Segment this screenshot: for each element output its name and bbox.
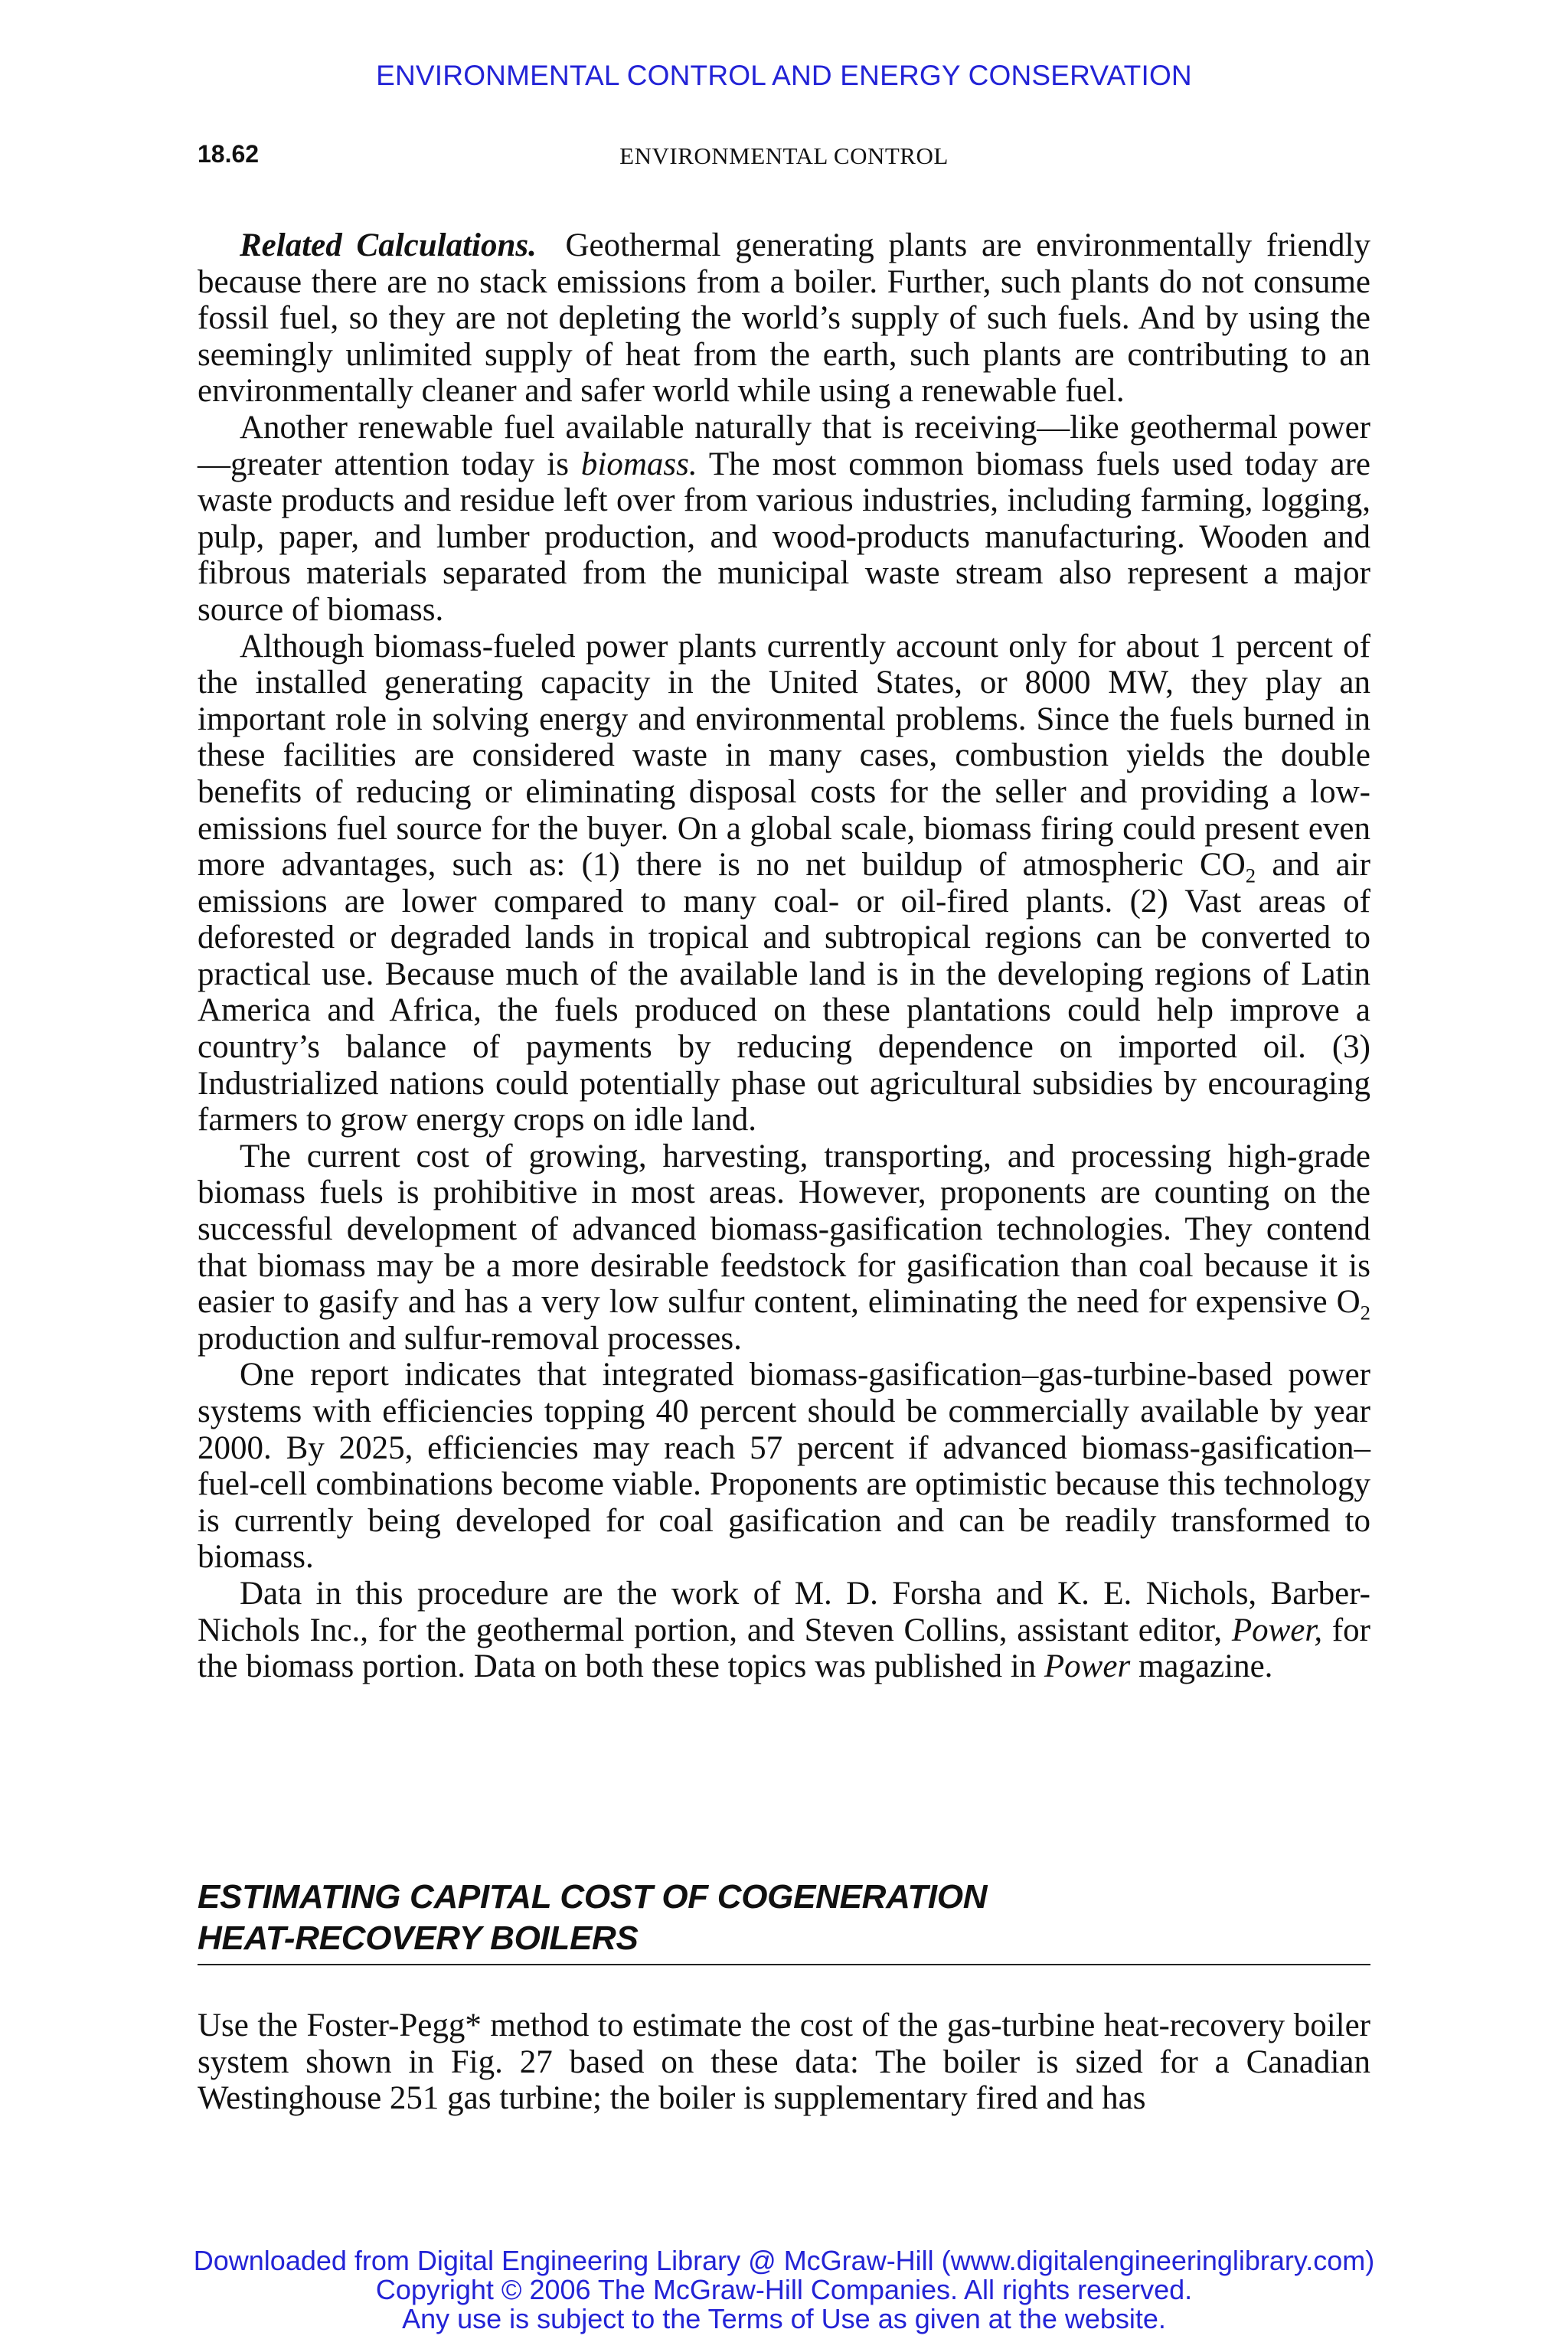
footer [0,2246,1568,2334]
paragraph-data-credits [198,1576,1370,1685]
section-body [198,2007,1370,2117]
paragraph-text: Another renewable fuel available naturally that is receiving—like geothermal power—greater attention today is [198,409,1370,482]
paragraph-text: magazine. [1130,1648,1273,1685]
footer-terms-link[interactable]: Any use is subject to the Terms of Use as given at the website. [402,2303,1166,2334]
paragraph-text: production and sulfur-removal processes. [198,1320,742,1357]
section-heading [198,1877,1370,1959]
paragraph-text: The most common biomass fuels used today are waste products and residue left over from various industries, including farming, logging, pulp, paper, and lumber production, and wood-products manufacturing. Wooden and fibrous materials separated from the municipal waste stream also represent a major source of biomass. [198,446,1370,628]
paragraph-text: Although biomass-fueled power plants currently account only for about 1 percent of the installed generating capacity in the United States, or 8000 MW, they play an important role in solving energy and environmental problems. Since the fuels burned in these facilities are considered waste in many cases, combustion yields the double benefits of reducing or eliminating disposal costs for the seller and providing a low-emissions fuel source for the buyer. On a global scale, biomass firing could present even more advantages, such as: (1) there is no net buildup of atmospheric CO [198,628,1370,884]
paragraph-section-intro: Use the Foster-Pegg* method to estimate the cost of the gas-turbine heat-recovery boiler system shown in Fig. 27 based on these data: The boiler is sized for a Canadian Westinghouse 251 gas turbine; the boiler is supplementary fired and has [198,2007,1370,2117]
section-divider [198,1964,1370,1965]
emphasis-biomass: biomass. [580,446,697,482]
page-number: 18.62 [198,140,260,168]
paragraph-text: for the biomass portion. Data on both these topics was published in [198,1612,1371,1685]
paragraph-biomass-plants [198,629,1370,1138]
paragraph-text: Data in this procedure are the work of M. D. Forsha and K. E. Nichols, Barber-Nichols Inc., for the geothermal portion, and Steven Collins, assistant editor, [198,1575,1370,1648]
running-head: ENVIRONMENTAL CONTROL [619,142,949,169]
footer-copyright[interactable]: Copyright © 2006 The McGraw-Hill Companies. All rights reserved. [375,2274,1193,2305]
subscript: 2 [1245,864,1256,887]
subscript: 2 [1360,1301,1370,1325]
paragraph-gasification-report [198,1357,1370,1576]
paragraph-biomass-cost [198,1138,1370,1357]
section-heading-line: ESTIMATING CAPITAL COST OF COGENERATION [198,1878,988,1916]
paragraph-text: Geothermal generating plants are environmentally friendly because there are no stack emissions from a boiler. Further, such plants do not consume fossil fuel, so they are not depleting the world’s supply of such fuels. And by using the seemingly unlimited supply of heat from the earth, such plants are contributing to an environmentally cleaner and safer world while using a renewable fuel. [198,227,1370,410]
paragraph-biomass-intro [198,410,1370,629]
emphasis-power: Power [1044,1648,1131,1685]
book-title-banner[interactable]: ENVIRONMENTAL CONTROL AND ENERGY CONSERVATION [376,60,1192,91]
run-in-heading: Related Calculations. [240,227,537,263]
paragraph-related-calculations [198,227,1370,410]
section-heading-line: HEAT-RECOVERY BOILERS [198,1919,639,1957]
paragraph-text: The current cost of growing, harvesting, transporting, and processing high-grade biomass fuels is prohibitive in most areas. However, proponents are counting on the successful development of advanced biomass-gasification technologies. They contend that biomass may be a more desirable feedstock for gasification than coal because it is easier to gasify and has a very low sulfur content, eliminating the need for expensive O [198,1138,1370,1321]
main-body [198,227,1370,1685]
paragraph-text: One report indicates that integrated biomass-gasification–gas-turbine-based power systems with efficiencies topping 40 percent should be commercially available by year 2000. By 2025, efficiencies may reach 57 percent if advanced biomass-gasification–fuel-cell combinations become viable. Proponents are optimistic because this technology is currently being developed for coal gasification and can be readily transformed to biomass. [198,1357,1370,1576]
footer-download-link[interactable]: Downloaded from Digital Engineering Library @ McGraw-Hill (www.digitalengineeringlibrary.com) [193,2245,1375,2276]
emphasis-power: Power, [1231,1612,1323,1648]
paragraph-text: and air emissions are lower compared to many coal- or oil-fired plants. (2) Vast areas of deforested or degraded lands in tropical and subtropical regions can be converted to practical use. Because much of the available land is in the developing regions of Latin America and Africa, the fuels produced on these plantations could help improve a country’s balance of payments by reducing dependence on imported oil. (3) Industrialized nations could potentially phase out agricultural subsidies by encouraging farmers to grow energy crops on idle land. [198,847,1370,1138]
